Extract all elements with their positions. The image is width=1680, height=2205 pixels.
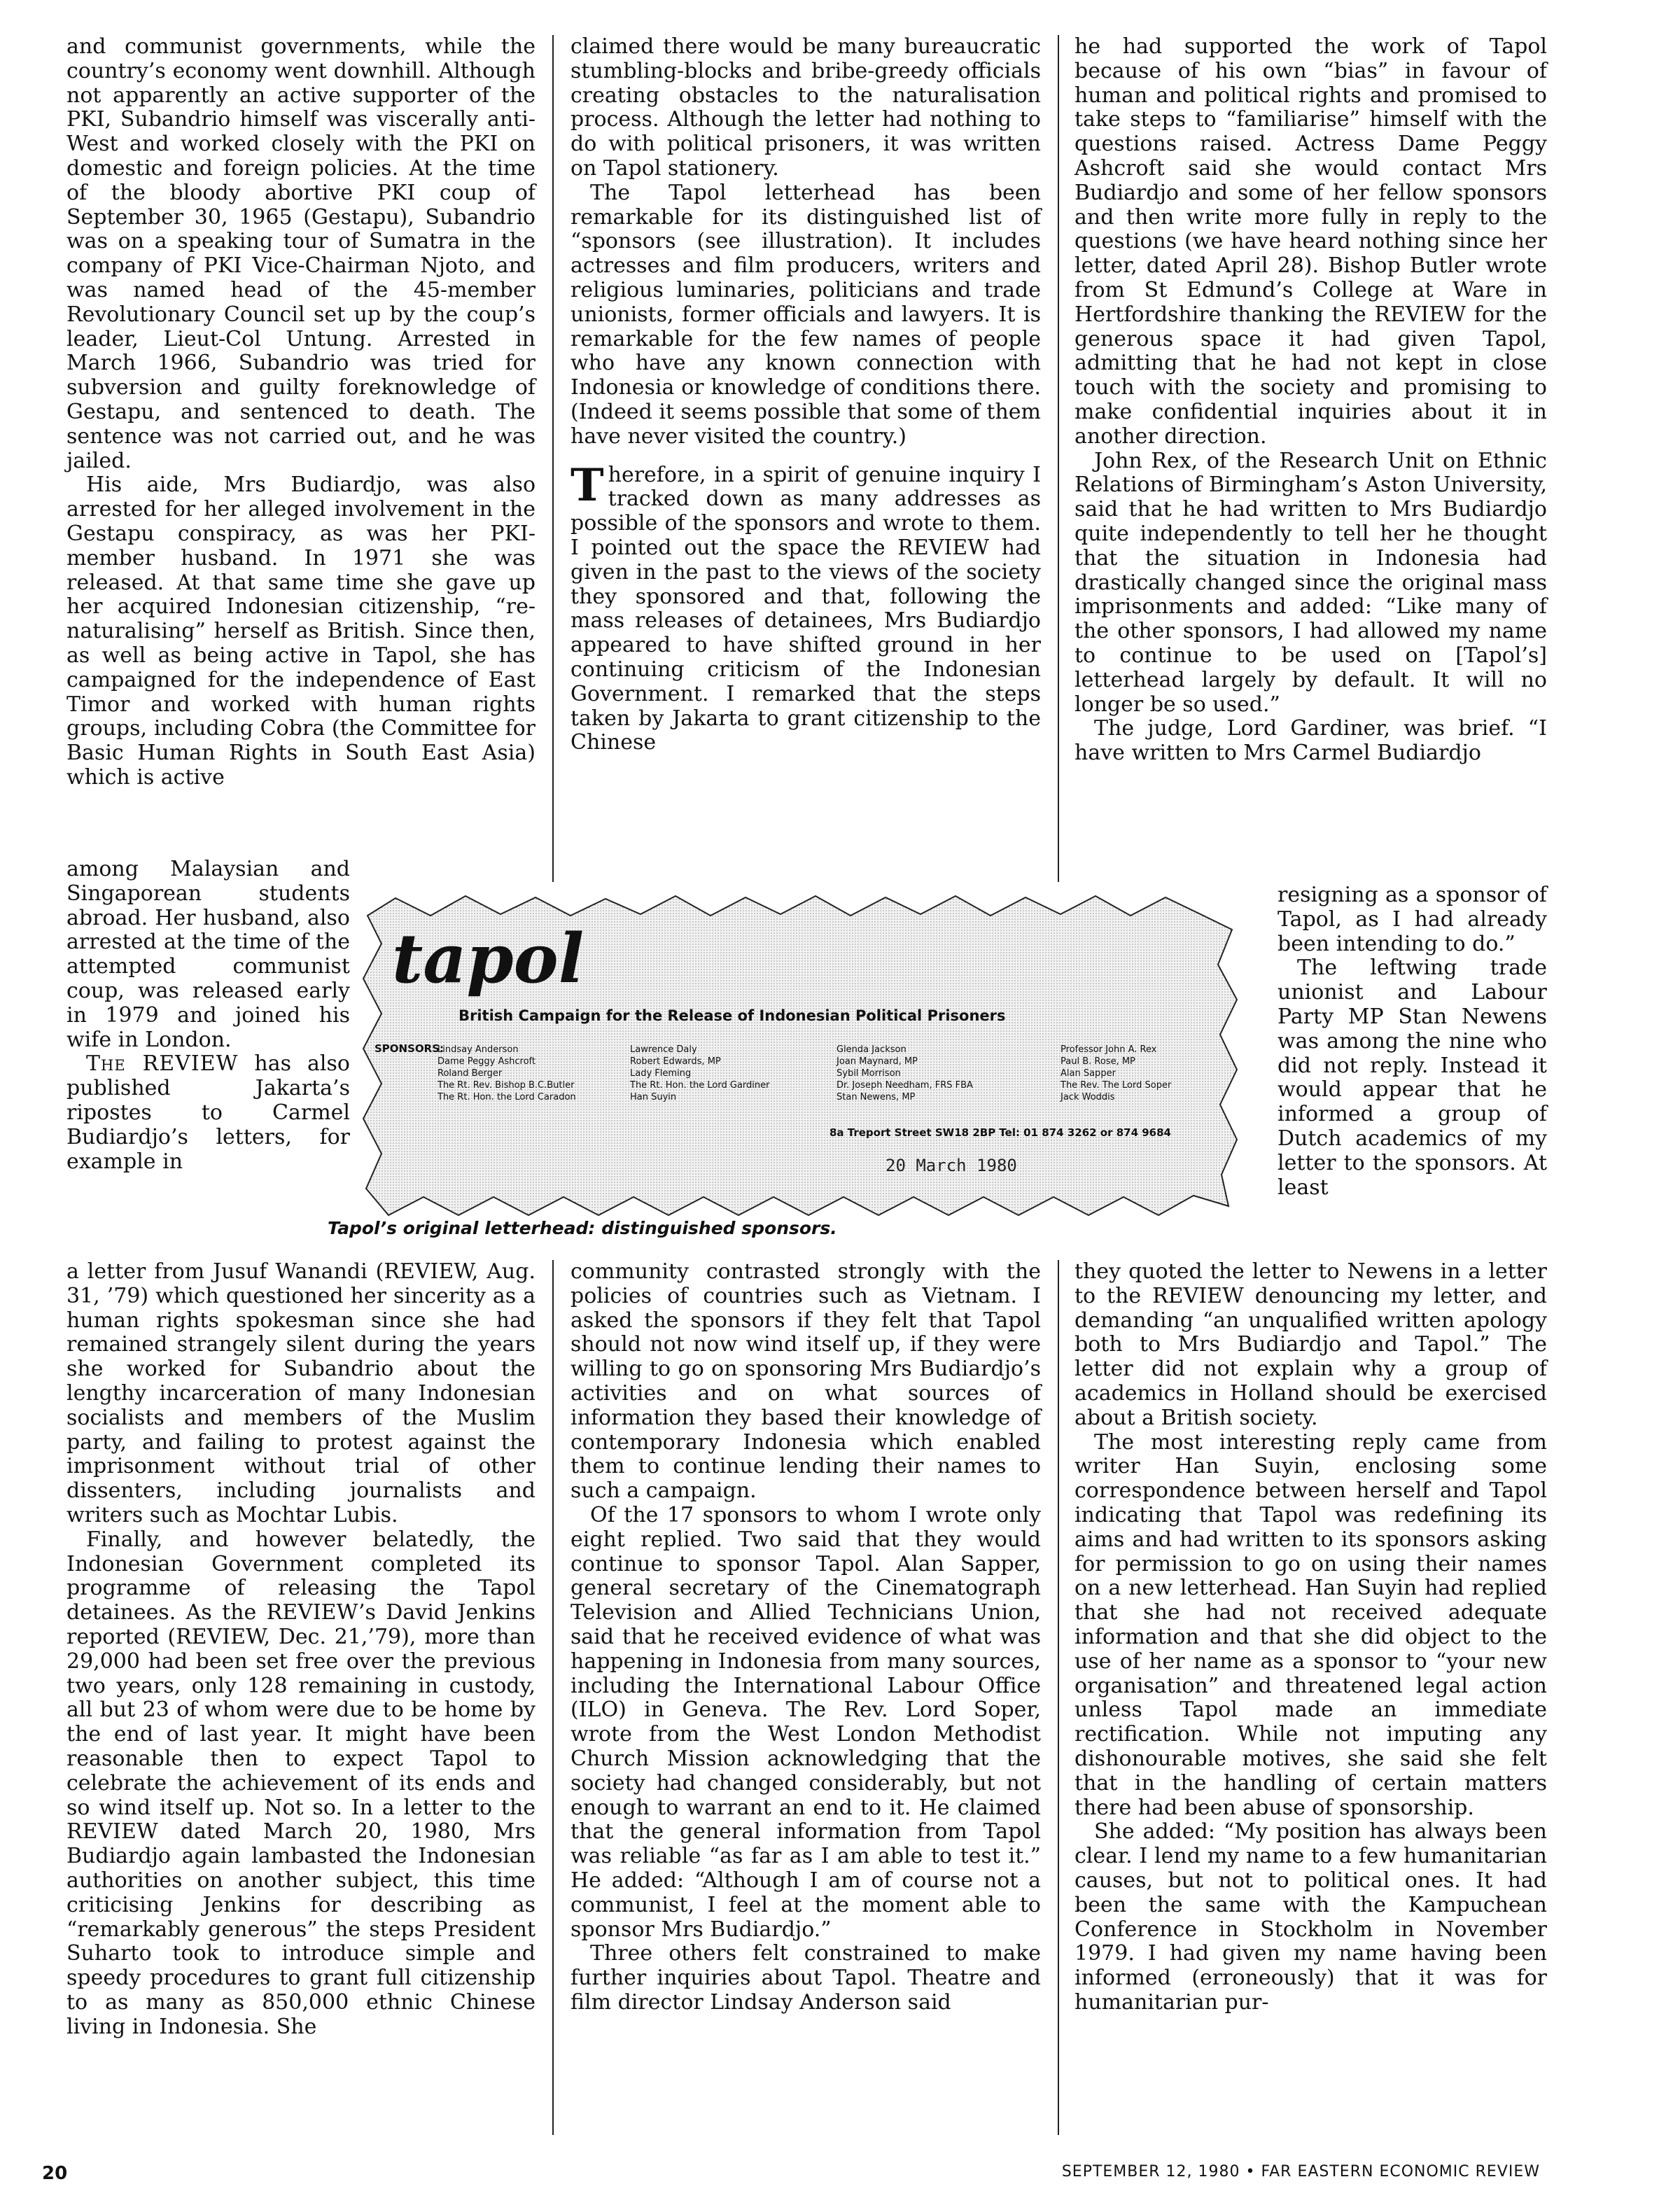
paragraph: The judge, Lord Gardiner, was brief. “I have written to Mrs Carmel Budiardjo: [1074, 716, 1547, 766]
sponsor-name: Glenda Jackson: [836, 1044, 906, 1055]
paragraph: a letter from Jusuf Wanandi (REVIEW, Aug. 31, ’79) which questioned her sincerity as a human rights spokesman since she had remained strangely silent during the years she worked for Subandrio about the lengthy incarceration of many Indonesian socialists and members of the Muslim party, and failing to protest against the imprisonment without trial of other dissenters, including journalists and writers such as Mochtar Lubis.: [66, 1259, 536, 1527]
paragraph: among Malaysian and Singaporean students abroad. Her husband, also arrested at the time of the attempted communist coup, was released early in 1979 and joined his wife in London.: [66, 857, 350, 1052]
paragraph-text: has also published Jakarta’s ripostes to Carmel Budiardjo’s letters, for example in: [66, 1051, 350, 1174]
paragraph: The Tapol letterhead has been remarkable for its distinguished list of “sponsors (see illustration). It includes actresses and film producers, writers and religious luminaries, politicians and trade unionists, former officials and lawyers. It is remarkable for the few names of people who have any known connection with Indonesia or knowledge of conditions there. (Indeed it seems possible that some of them have never visited the country.): [570, 180, 1041, 449]
column-rule-2-lower: [1058, 1260, 1059, 2135]
letterhead-date: 20 March 1980: [886, 1156, 1017, 1175]
sponsor-name: Robert Edwards, MP: [630, 1056, 721, 1067]
paragraph: She added: “My position has always been clear. I lend my name to a few humanitarian causes, but not to political ones. It had been the same with the Kampuchean Conference in Stockholm in November 1979. I had given my name having been informed (erroneously) that it was for humanitarian pur-: [1074, 1819, 1547, 2015]
column-2-bottom: [570, 1260, 1041, 2015]
paragraph: Three others felt constrained to make further inquiries about Tapol. Theatre and film director Lindsay Anderson said: [570, 1941, 1041, 2015]
column-rule-1: [552, 35, 554, 882]
sponsor-name: The Rev. The Lord Soper: [1060, 1080, 1172, 1091]
issue-line: SEPTEMBER 12, 1980 • FAR EASTERN ECONOMIC REVIEW: [1061, 2163, 1540, 2180]
paragraph: Finally, and however belatedly, the Indonesian Government completed its programme of releasing the Tapol detainees. As the REVIEW’s David Jenkins reported (REVIEW, Dec. 21,’79), more than 29,000 had been set free over the previous two years, only 128 remaining in custody, all but 23 of whom were due to be home by the end of last year. It might have been reasonable then to expect Tapol to celebrate the achievement of its ends and so wind itself up. Not so. In a letter to the REVIEW dated March 20, 1980, Mrs Budiardjo again lambasted the Indonesian authorities on another subject, this time criticising Jenkins for describing as “remarkably generous” the steps President Suharto took to introduce simple and speedy procedures to grant full citizenship to as many as 850,000 ethnic Chinese living in Indonesia. She: [66, 1527, 536, 2039]
paragraph: and communist governments, while the country’s economy went downhill. Although not apparently an active supporter of the PKI, Subandrio himself was viscerally anti-West and worked closely with the PKI on domestic and foreign policies. At the time of the bloody abortive PKI coup of September 30, 1965 (Gestapu), Subandrio was on a speaking tour of Sumatra in the company of PKI Vice-Chairman Njoto, and was named head of the 45-member Revolutionary Council set up by the coup’s leader, Lieut-Col Untung. Arrested in March 1966, Subandrio was tried for subversion and guilty foreknowledge of Gestapu, and sentenced to death. The sentence was not carried out, and he was jailed.: [66, 34, 536, 473]
sponsor-name: Sybil Morrison: [836, 1068, 901, 1079]
column-rule-2: [1058, 35, 1059, 882]
paragraph: Of the 17 sponsors to whom I wrote only eight replied. Two said that they would continue to sponsor Tapol. Alan Sapper, general secretary of the Cinematograph Television and Allied Technicians Union, said that he received evidence of what was happening in Indonesia from many sources, including the International Labour Office (ILO) in Geneva. The Rev. Lord Soper, wrote from the West London Methodist Church Mission acknowledging that the society had changed considerably, but not enough to warrant an end to it. He claimed that the general information from Tapol was reliable “as far as I am able to test it.” He added: “Although I am of course not a communist, I feel at the moment able to sponsor Mrs Budiardjo.”: [570, 1502, 1041, 1942]
paragraph: they quoted the letter to Newens in a letter to the REVIEW denouncing my letter, and demanding “an unqualified written apology both to Mrs Budiardjo and Tapol.” The letter did not explain why a group of academics in Holland should be exercised about a British society.: [1074, 1259, 1547, 1430]
letterhead-subtitle: British Campaign for the Release of Indonesian Political Prisoners: [458, 1007, 1006, 1024]
dropcap-paragraph: [570, 458, 1041, 756]
sponsor-name: The Rt. Hon. the Lord Caradon: [438, 1092, 576, 1102]
sponsor-name: Joan Maynard, MP: [836, 1056, 918, 1067]
paragraph: John Rex, of the Research Unit on Ethnic Relations of Birmingham’s Aston University, said that he had written to Mrs Budiardjo quite independently to tell her he thought that the situation in Indonesia had drastically changed since the original mass imprisonments and added: “Like many of the other sponsors, I had allowed my name to continue to be used on [Tapol’s] letterhead largely by default. It will no longer be so used.”: [1074, 448, 1547, 717]
paragraph: resigning as a sponsor of Tapol, as I had already been intending to do.”: [1278, 883, 1547, 956]
sponsor-name: Lady Fleming: [630, 1068, 692, 1079]
sponsor-name: Roland Berger: [438, 1068, 503, 1079]
paragraph: he had supported the work of Tapol because of his own “bias” in favour of human and political rights and promised to take steps to “familiarise” himself with the questions raised. Actress Dame Peggy Ashcroft said she would contact Mrs Budiardjo and some of her fellow sponsors and then write more fully in reply to the questions (we have heard nothing since her letter, dated April 28). Bishop Butler wrote from St Edmund’s College at Ware in Hertfordshire thanking the REVIEW for the generous space it had given Tapol, admitting that he had not kept in close touch with the society and promising to make confidential inquiries about it in another direction.: [1074, 34, 1547, 449]
sponsor-name: Dame Peggy Ashcroft: [438, 1056, 536, 1067]
sponsors-label: SPONSORS:: [374, 1042, 444, 1055]
page-number: 20: [42, 2163, 68, 2184]
sponsor-name: The Rt. Rev. Bishop B.C.Butler: [438, 1080, 575, 1091]
tapol-logo: tapol: [392, 919, 584, 998]
paragraph: [66, 1052, 350, 1174]
sponsor-name: Jack Woddis: [1060, 1092, 1115, 1102]
sponsor-name: Paul B. Rose, MP: [1060, 1056, 1135, 1067]
column-2-top: [570, 35, 1041, 755]
letterhead-address: 8a Treport Street SW18 2BP Tel: 01 874 3262 or 874 9684: [830, 1126, 1171, 1139]
column-3-bottom: [1074, 1260, 1547, 2015]
letterhead-image: [354, 888, 1250, 1224]
sponsor-name: Lawrence Daly: [630, 1044, 697, 1055]
sponsor-name: The Rt. Hon. the Lord Gardiner: [630, 1080, 770, 1091]
column-1-narrow: [66, 858, 350, 1174]
paragraph: His aide, Mrs Budiardjo, was also arrested for her alleged involvement in the Gestapu conspiracy, as was her PKI-member husband. In 1971 she was released. At that same time she gave up her acquired Indonesian citizenship, “re-naturalising” herself as British. Since then, as well as being active in Tapol, she has campaigned for the independence of East Timor and worked with human rights groups, including Cobra (the Committee for Basic Human Rights in South East Asia) which is active: [66, 472, 536, 790]
sponsor-name: Lindsay Anderson: [438, 1044, 519, 1055]
sponsor-name: Stan Newens, MP: [836, 1092, 916, 1102]
image-caption: Tapol’s original letterhead: distinguished sponsors.: [328, 1218, 837, 1238]
sponsor-name: Professor John A. Rex: [1060, 1044, 1157, 1055]
sponsor-name: Dr. Joseph Needham, FRS FBA: [836, 1080, 973, 1091]
column-3-top: [1074, 35, 1547, 766]
paragraph: community contrasted strongly with the policies of countries such as Vietnam. I asked the sponsors if they felt that Tapol should not now wind itself up, if they were willing to go on sponsoring Mrs Budiardjo’s activities and on what sources of information they based their knowledge of contemporary Indonesia which enabled them to continue lending their names to such a campaign.: [570, 1259, 1041, 1504]
paragraph: The leftwing trade unionist and Labour Party MP Stan Newens was among the nine who did not reply. Instead it would appear that he informed a group of Dutch academics of my letter to the sponsors. At least: [1278, 955, 1547, 1200]
sponsor-name: Han Suyin: [630, 1092, 677, 1102]
paragraph: claimed there would be many bureaucratic stumbling-blocks and bribe-greedy officials creating obstacles to the naturalisation process. Although the letter had nothing to do with political prisoners, it was written on Tapol stationery.: [570, 34, 1041, 181]
column-3-narrow: [1278, 883, 1547, 1200]
sponsor-name: Alan Sapper: [1060, 1068, 1116, 1079]
column-rule-1-lower: [552, 1260, 554, 2135]
review-ref: The REVIEW: [86, 1051, 239, 1077]
paragraph-text: herefore, in a spirit of genuine inquiry I tracked down as many addresses as possible of the sponsors and wrote to them. I pointed out the space the REVIEW had given in the past to the views of the society they sponsored and that, following the mass releases of detainees, Mrs Budiardjo appeared to have shifted ground in her continuing criticism of the Indonesian Government. I remarked that the steps taken by Jakarta to grant citizenship to the Chinese: [570, 462, 1041, 755]
paragraph: The most interesting reply came from writer Han Suyin, enclosing some correspondence between herself and Tapol indicating that Tapol was redefining its aims and had written to its sponsors asking for permission to go on using their names on a new letterhead. Han Suyin had replied that she had not received adequate information and that she did object to the use of her name as a sponsor to “your new organisation” and threatened legal action unless Tapol made an immediate rectification. While not imputing any dishonourable motives, she said she felt that in the handling of certain matters there had been abuse of sponsorship.: [1074, 1429, 1547, 1820]
column-1-top: [66, 35, 536, 790]
drop-cap: T: [570, 458, 604, 512]
column-1-bottom: [66, 1260, 536, 2040]
